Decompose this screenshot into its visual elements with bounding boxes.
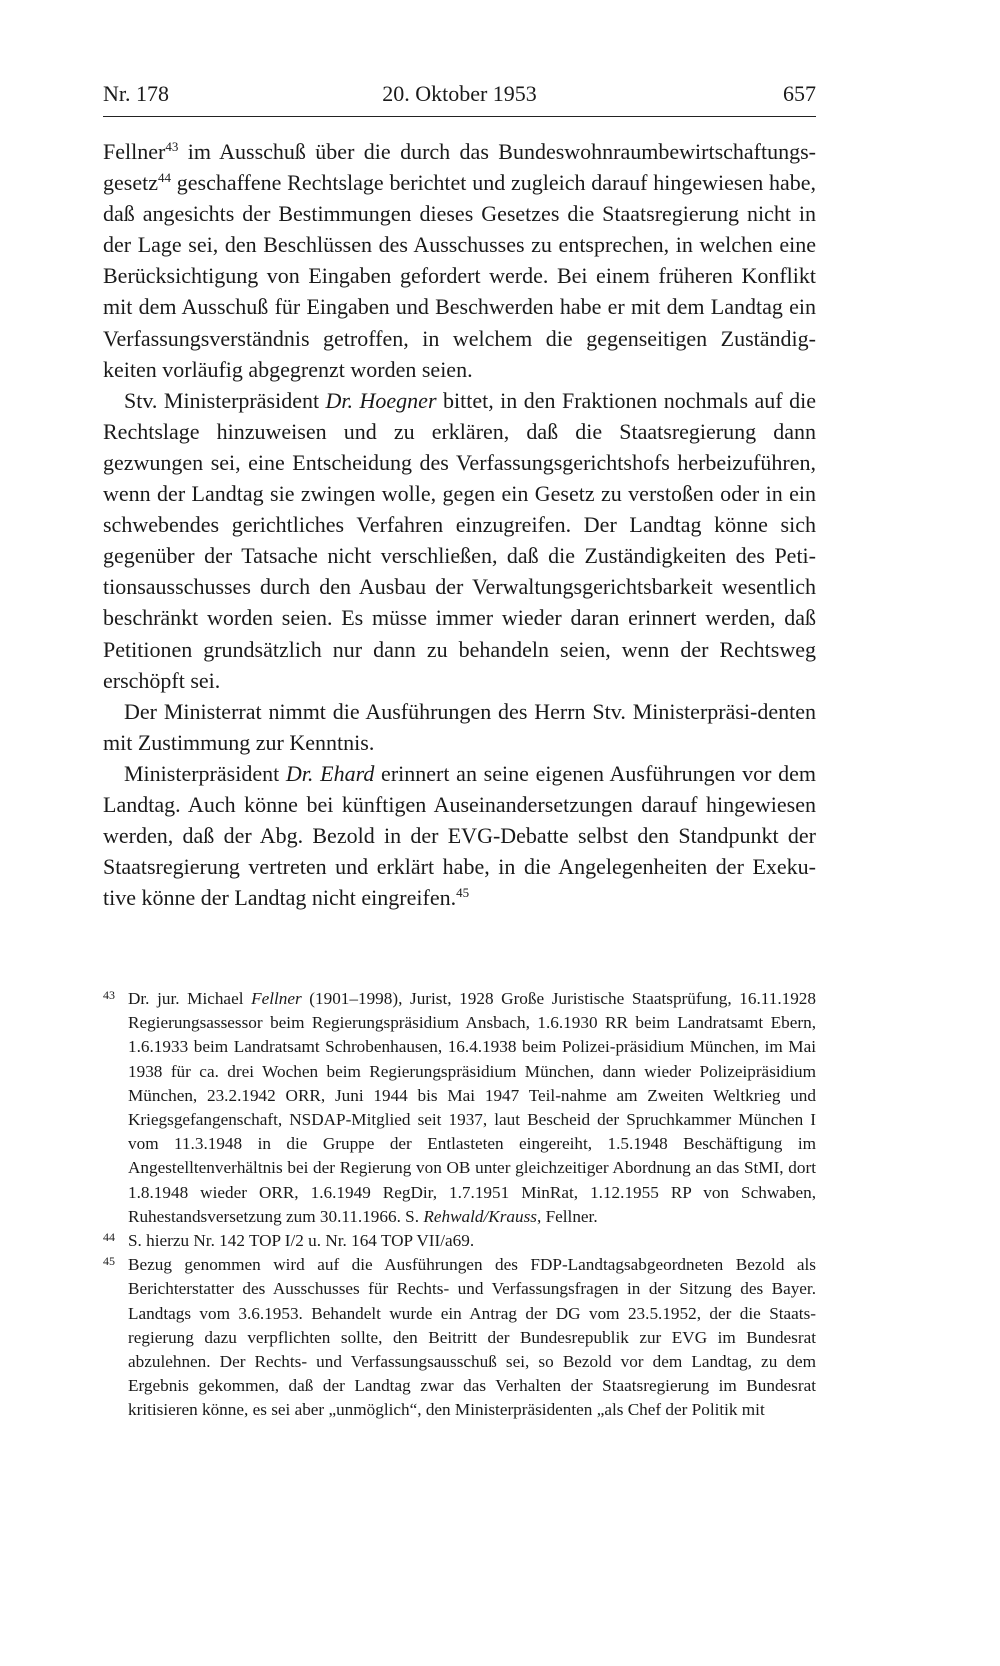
text-span: Ministerpräsident [124,760,286,786]
text-span: Dr. jur. Michael [128,989,252,1008]
paragraph-2 [103,385,816,696]
footnote-ref-43[interactable]: 43 [165,139,179,154]
footnote-ref-44[interactable]: 44 [157,170,171,186]
paragraph-4 [103,758,816,913]
footnote-number: 43 [103,988,115,1002]
citation-authors: Rehwald/Krauss [423,1206,537,1226]
document-number: Nr. 178 [103,81,169,106]
text-span: geschaffene Rechtslage berichtet und zugleich darauf hingewiesen habe, daß angesichts der Bestimmungen dieses Gesetzes die Staatsregierung nicht in der Lage sei, den Beschlüssen des Ausschusses zu entsprechen, in welchen eine Berücksichtigung von Eingaben gefordert werde. Bei einem früheren Konflikt mit dem Ausschuß für Eingaben und Beschwerden habe er mit dem Landtag ein Verfassungsverständnis getroffen, in welchem die gegenseitigen Zuständig-keiten vorläufig abgegrenzt worden seien. [103,170,816,382]
text-span: (1901–1998), Jurist, 1928 Große Juristische Staatsprüfung, 16.11.1928 Regierungsassessor beim Regierungspräsidium Ansbach, 1.6.1930 RR beim Landratsamt Ebern, 1.6.1933 beim Landratsamt Schrobenhausen, 16.4.1938 beim Polizei-präsidium München, im Mai 1938 für ca. drei Wochen beim Regierungspräsidium München, dann wieder Polizeipräsidium München, 23.2.1942 ORR, Juni 1944 bis Mai 1947 Teil-nahme am Zweiten Weltkrieg und Kriegsgefangenschaft, NSDAP-Mitglied seit 1937, laut Bescheid der Spruchkammer München I vom 11.3.1948 in die Gruppe der Entlasteten eingereiht, 1.5.1948 Beschäftigung im Angestelltenverhältnis bei der Regierung von OB unter gleichzeitiger Abordnung an das StMI, dort 1.8.1948 wieder ORR, 1.6.1949 RegDir, 1.7.1951 MinRat, 1.12.1955 RP von Schwaben, Ruhestandsversetzung zum 30.11.1966. S. [128,989,816,1226]
person-name: Dr. Hoegner [325,387,437,413]
paragraph-1 [103,136,816,385]
text-span: bittet, in den Fraktionen nochmals auf die Rechtslage hinzuweisen und zu erklären, daß die Staatsregierung dann gezwungen sei, eine Entscheidung des Verfassungsgerichtshofs herbeizuführen, wenn der Landtag sie zwingen wolle, gegen ein Gesetz zu verstoßen oder in ein schwebendes gerichtliches Verfahren einzugreifen. Der Landtag könne sich gegenüber der Tatsache nicht verschließen, daß die Zuständigkeiten des Peti-tionsausschusses durch den Ausbau der Verwaltungsgerichtsbarkeit wesentlich beschränkt worden seien. Es müsse immer wieder daran erinnert werden, daß Petitionen grundsätzlich nur dann zu behandeln seien, wenn der Rechtsweg erschöpft sei. [103,387,816,693]
person-name: Dr. Ehard [285,760,375,786]
text-span: , Fellner. [536,1206,598,1226]
footnote-ref-45[interactable]: 45 [456,885,470,901]
person-name: Fellner [251,989,302,1008]
text-span: Bezug genommen wird auf die Ausführungen des FDP-Landtagsabgeordneten Bezold als Berichterstatter des Ausschusses für Rechts- und Verfassungsfragen in der Sitzung des Bayer. Landtags vom 3.6.1953. Behandelt wurde ein Antrag der DG vom 23.5.1952, der die Staats-regierung dazu verpflichten sollte, den Beitritt der Bundesrepublik zur EVG im Bundesrat abzulehnen. Der Rechts- und Verfassungsausschuß sei, so Bezold vor dem Landtag, zu dem Ergebnis gekommen, daß der Landtag zwar das Verhalten der Staatsregierung im Bundesrat kritisieren könne, es sei aber „unmöglich“, den Ministerpräsidenten „als Chef der Politik mit [128,1255,816,1420]
page-number: 657 [783,81,816,106]
text-span: Fellner [103,139,166,164]
footnote-number: 44 [103,1230,115,1245]
paragraph-3: Der Ministerrat nimmt die Ausführungen des Herrn Stv. Ministerpräsi-denten mit Zustimmung zur Kenntnis. [103,698,816,755]
text-span: Stv. Ministerpräsident [124,387,326,413]
footnote-number: 45 [103,1254,115,1269]
main-text [103,136,816,913]
text-span: S. hierzu Nr. 142 TOP I/2 u. Nr. 164 TOP VII/a69. [128,1231,475,1251]
running-header [103,80,816,112]
footnotes [103,987,816,1423]
text-span: erinnert an seine eigenen Ausführungen vor dem Landtag. Auch könne bei künftigen Auseinandersetzungen darauf hingewiesen werden, daß der Abg. Bezold in der EVG-Debatte selbst den Standpunkt der Staatsregierung vertreten und erklärt habe, in die Angelegenheiten der Exeku-tive könne der Landtag nicht eingreifen. [103,760,816,911]
header-date: 20. Oktober 1953 [382,81,537,106]
footnote-43 [103,987,816,1229]
text-span: im Ausschuß über die durch das Bundeswohnraumbewirtschaftungs-gesetz [103,139,816,196]
footnote-44 [103,1229,816,1253]
header-rule [103,116,816,117]
footnote-45 [103,1253,816,1422]
